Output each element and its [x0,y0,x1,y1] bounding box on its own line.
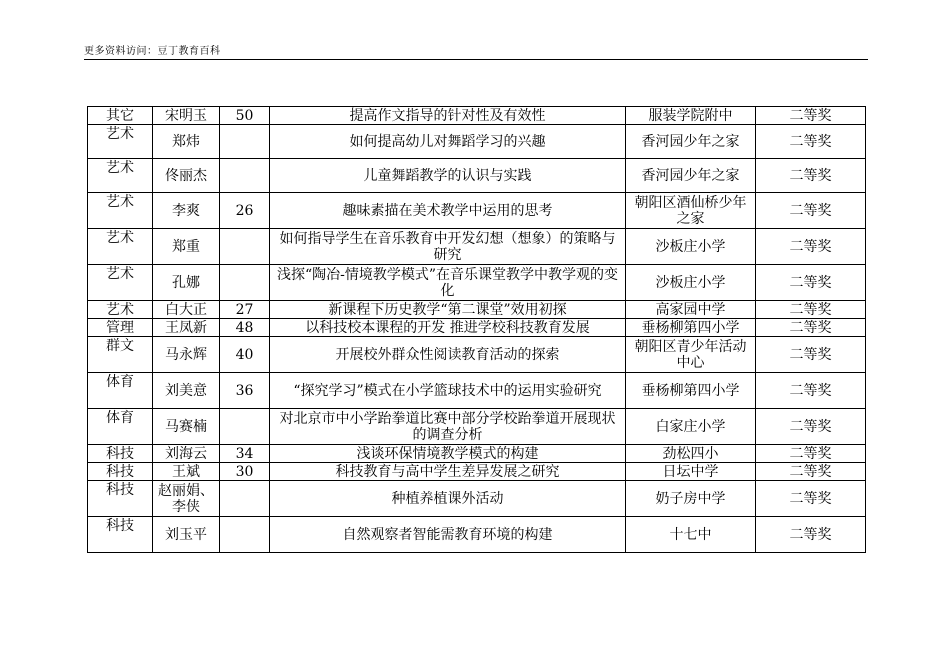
number-cell [220,409,270,445]
author-cell: 王凤新 [153,319,220,337]
number-cell: 40 [220,337,270,373]
author-cell: 郑炜 [153,125,220,159]
award-cell: 二等奖 [756,265,866,301]
table-row [88,373,866,409]
paper-title-cell: 以科技校本课程的开发 推进学校科技教育发展 [270,319,626,337]
table-row [88,337,866,373]
school-cell: 垂杨柳第四小学 [626,373,756,409]
category-cell: 艺术 [88,301,153,319]
school-cell: 朝阳区青少年活动中心 [626,337,756,373]
award-cell: 二等奖 [756,107,866,125]
number-cell: 26 [220,193,270,229]
category-cell: 管理 [88,319,153,337]
paper-title-cell: 浅谈环保情境教学模式的构建 [270,445,626,463]
author-cell: 宋明玉 [153,107,220,125]
author-cell: 白大正 [153,301,220,319]
school-cell: 白家庄小学 [626,409,756,445]
category-cell: 体育 [88,373,153,409]
category-cell: 科技 [88,463,153,481]
paper-title-cell: 如何指导学生在音乐教育中开发幻想（想象）的策略与研究 [270,229,626,265]
award-cell: 二等奖 [756,229,866,265]
award-cell: 二等奖 [756,337,866,373]
category-cell: 艺术 [88,229,153,265]
award-cell: 二等奖 [756,193,866,229]
school-cell: 朝阳区酒仙桥少年之家 [626,193,756,229]
header-divider [84,59,868,60]
table-row [88,159,866,193]
category-cell: 其它 [88,107,153,125]
number-cell: 50 [220,107,270,125]
number-cell: 36 [220,373,270,409]
category-cell: 科技 [88,445,153,463]
award-cell: 二等奖 [756,125,866,159]
school-cell: 香河园少年之家 [626,125,756,159]
category-cell: 艺术 [88,265,153,301]
award-cell: 二等奖 [756,517,866,553]
paper-title-cell: “探究学习”模式在小学篮球技术中的运用实验研究 [270,373,626,409]
paper-title-cell: 种植养植课外活动 [270,481,626,517]
paper-title-cell: 新课程下历史教学“第二课堂”效用初探 [270,301,626,319]
author-cell: 赵丽娟、李侠 [153,481,220,517]
author-cell: 郑重 [153,229,220,265]
number-cell [220,229,270,265]
number-cell: 30 [220,463,270,481]
author-cell: 刘玉平 [153,517,220,553]
award-cell: 二等奖 [756,409,866,445]
author-cell: 刘美意 [153,373,220,409]
category-cell: 体育 [88,409,153,445]
category-cell: 科技 [88,517,153,553]
paper-title-cell: 科技教育与高中学生差异发展之研究 [270,463,626,481]
number-cell: 27 [220,301,270,319]
award-cell: 二等奖 [756,463,866,481]
school-cell: 沙板庄小学 [626,229,756,265]
number-cell [220,481,270,517]
school-cell: 十七中 [626,517,756,553]
page-header-text: 更多资料访问：豆丁教育百科 [84,46,221,57]
awards-table [87,106,866,553]
category-cell: 艺术 [88,193,153,229]
category-cell: 群文 [88,337,153,373]
award-cell: 二等奖 [756,481,866,517]
paper-title-cell: 提高作文指导的针对性及有效性 [270,107,626,125]
paper-title-cell: 自然观察者智能需教育环境的构建 [270,517,626,553]
author-cell: 李爽 [153,193,220,229]
table-row [88,107,866,125]
number-cell [220,125,270,159]
author-cell: 王斌 [153,463,220,481]
school-cell: 服装学院附中 [626,107,756,125]
school-cell: 劲松四小 [626,445,756,463]
table-row [88,409,866,445]
category-cell: 艺术 [88,125,153,159]
number-cell: 34 [220,445,270,463]
school-cell: 日坛中学 [626,463,756,481]
number-cell [220,159,270,193]
author-cell: 佟丽杰 [153,159,220,193]
table-row [88,265,866,301]
school-cell: 沙板庄小学 [626,265,756,301]
paper-title-cell: 开展校外群众性阅读教育活动的探索 [270,337,626,373]
school-cell: 垂杨柳第四小学 [626,319,756,337]
author-cell: 马永辉 [153,337,220,373]
table-row [88,229,866,265]
table-row [88,125,866,159]
number-cell: 48 [220,319,270,337]
award-cell: 二等奖 [756,445,866,463]
award-cell: 二等奖 [756,159,866,193]
award-cell: 二等奖 [756,301,866,319]
table-row [88,481,866,517]
table-row [88,517,866,553]
school-cell: 香河园少年之家 [626,159,756,193]
table-row [88,463,866,481]
paper-title-cell: 对北京市中小学跆拳道比赛中部分学校跆拳道开展现状的调查分析 [270,409,626,445]
paper-title-cell: 儿童舞蹈教学的认识与实践 [270,159,626,193]
number-cell [220,517,270,553]
award-cell: 二等奖 [756,319,866,337]
number-cell [220,265,270,301]
table-row [88,193,866,229]
award-cell: 二等奖 [756,373,866,409]
school-cell: 奶子房中学 [626,481,756,517]
paper-title-cell: 趣味素描在美术教学中运用的思考 [270,193,626,229]
category-cell: 艺术 [88,159,153,193]
category-cell: 科技 [88,481,153,517]
paper-title-cell: 如何提高幼儿对舞蹈学习的兴趣 [270,125,626,159]
author-cell: 孔娜 [153,265,220,301]
table-row [88,445,866,463]
author-cell: 马赛楠 [153,409,220,445]
paper-title-cell: 浅探“陶冶-情境教学模式”在音乐课堂教学中教学观的变化 [270,265,626,301]
school-cell: 高家园中学 [626,301,756,319]
table-row [88,301,866,319]
table-row [88,319,866,337]
author-cell: 刘海云 [153,445,220,463]
